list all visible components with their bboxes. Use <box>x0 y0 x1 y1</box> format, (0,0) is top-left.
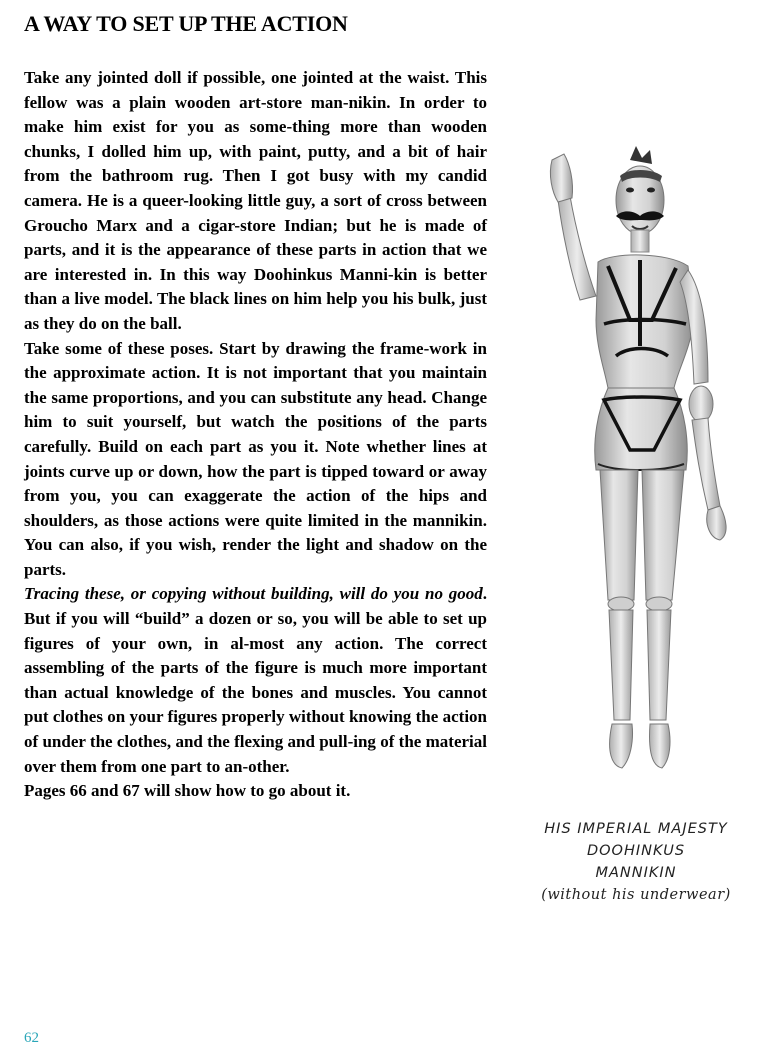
figure-caption <box>512 818 760 906</box>
mannikin-photo <box>512 120 762 820</box>
paragraph-1: Take any jointed doll if possible, one jointed at the waist. This fellow was a plain wooden art-store man-nikin. In order to make him exist for you as some-thing more than wooden chunks, I dolled him up, with paint, putty, and a bit of hair from the bathroom rug. Then I got busy with my candid camera. He is a queer-looking little guy, a sort of cross between Groucho Marx and a cigar-store Indian; but he is made of parts, and it is the appearance of these parts in action that we are interested in. In this way Doohinkus Manni-kin is better than a live model. The black lines on him help you his bulk, just as they do on the ball. <box>24 68 487 333</box>
mannikin-illustration <box>512 120 762 820</box>
caption-line-4: (without his underwear) <box>541 887 731 903</box>
paragraph-3-rest: . But if you will “build” a dozen or so, you will be able to set up figures of your own, in al-most any action. The correct assembling of the parts of the figure is much more important than actual knowledge of the bones and muscles. You cannot put clothes on your figures properly without knowing the action of under the clothes, and the flexing and pull-ing of the material over them from one part to an-other. <box>24 584 487 776</box>
caption-line-1: HIS IMPERIAL MAJESTY <box>544 821 728 837</box>
body-text <box>24 66 487 804</box>
page-number: 62 <box>24 1030 39 1046</box>
page-title: A WAY TO SET UP THE ACTION <box>24 11 348 36</box>
paragraph-3 <box>24 582 487 779</box>
paragraph-2: Take some of these poses. Start by drawing the frame-work in the approximate action. It is not important that you maintain the same proportions, and you can substitute any head. Change him to suit yourself, but watch the positions of the parts carefully. Build on each part as you it. Note whether lines at joints curve up or down, how the part is tipped toward or away from you, you can exaggerate the action of the hips and shoulders, as those actions were quite limited in the mannikin. You can also, if you wish, render the light and shadow on the parts. <box>24 338 487 579</box>
paragraph-3-italic: Tracing these, or copying without building, will do you no good <box>24 584 483 604</box>
caption-line-2: DOOHINKUS <box>586 843 686 859</box>
paragraph-4: Pages 66 and 67 will show how to go about it. <box>24 781 351 801</box>
caption-line-3: MANNIKIN <box>595 865 677 881</box>
